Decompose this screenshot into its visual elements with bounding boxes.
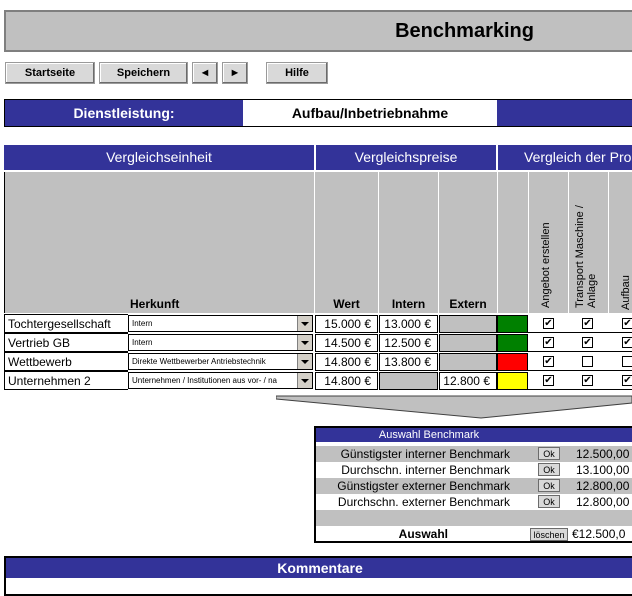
- divider: [497, 172, 498, 313]
- status-indicator: [497, 334, 528, 352]
- benchmark-ok-button[interactable]: Ok: [538, 495, 560, 508]
- row-name: Tochtergesellschaft: [4, 314, 128, 333]
- chevron-down-icon[interactable]: [297, 335, 312, 350]
- criterion-checkbox[interactable]: ✔: [544, 375, 553, 386]
- benchmark-row: [316, 478, 632, 494]
- service-label: Dienstleistung:: [5, 100, 243, 126]
- selection-label: Auswahl: [398, 527, 448, 541]
- start-page-button[interactable]: Startseite: [5, 62, 95, 84]
- value-cell[interactable]: 14.800 €: [315, 372, 378, 390]
- service-value: Aufbau/Inbetriebnahme: [291, 105, 449, 121]
- benchmark-ok-button[interactable]: Ok: [538, 447, 560, 460]
- help-button[interactable]: Hilfe: [266, 62, 328, 84]
- origin-value: Intern: [132, 319, 153, 328]
- column-value: Wert: [333, 297, 360, 311]
- benchmark-row: [316, 494, 632, 510]
- benchmark-value: 13.100,00: [576, 463, 630, 477]
- save-button[interactable]: Speichern: [99, 62, 188, 84]
- criterion-checkbox[interactable]: ✔: [544, 318, 553, 329]
- divider: [314, 172, 315, 313]
- value-cell[interactable]: 15.000 €: [315, 315, 378, 333]
- value-cell[interactable]: 14.500 €: [315, 334, 378, 352]
- benchmark-ok-button[interactable]: Ok: [538, 479, 560, 492]
- chevron-down-icon[interactable]: [297, 316, 312, 331]
- row-name: Wettbewerb: [4, 352, 128, 371]
- benchmark-label: Durchschn. interner Benchmark: [341, 463, 510, 477]
- origin-dropdown[interactable]: [128, 315, 313, 332]
- internal-cell[interactable]: [379, 372, 438, 390]
- section-process-comparison: Vergleich der Pro: [498, 145, 632, 170]
- benchmark-title: Auswahl Benchmark: [316, 428, 632, 442]
- prev-arrow-button[interactable]: ◄: [192, 62, 218, 84]
- column-origin: Herkunft: [130, 297, 180, 311]
- benchmark-label: Durchschn. externer Benchmark: [337, 495, 510, 509]
- chevron-down-icon[interactable]: [297, 354, 312, 369]
- status-indicator: [497, 353, 528, 371]
- origin-value: Intern: [132, 338, 153, 347]
- external-cell[interactable]: 12.800 €: [439, 372, 497, 390]
- criterion-checkbox[interactable]: ✔: [583, 318, 592, 329]
- criterion-checkbox[interactable]: ✔: [623, 375, 632, 386]
- benchmark-value: 12.800,00: [576, 495, 630, 509]
- benchmark-value: 12.500,00: [576, 447, 630, 461]
- selection-value: €12.500,0: [572, 527, 626, 541]
- divider: [528, 172, 529, 313]
- criterion-offer: Angebot erstellen: [540, 222, 552, 308]
- origin-value: Direkte Wettbewerber Antriebstechnik: [132, 357, 266, 366]
- benchmark-spacer: [316, 510, 632, 526]
- criterion-checkbox[interactable]: ✔: [583, 375, 592, 386]
- criterion-checkbox[interactable]: ✔: [583, 337, 592, 348]
- benchmark-value: 12.800,00: [576, 479, 630, 493]
- benchmark-label: Günstigster externer Benchmark: [337, 479, 510, 493]
- divider: [568, 172, 569, 313]
- page-title: Benchmarking: [395, 20, 534, 42]
- benchmark-ok-button[interactable]: Ok: [538, 463, 560, 476]
- divider: [438, 172, 439, 313]
- value-cell[interactable]: 14.800 €: [315, 353, 378, 371]
- section-comparison-unit: Vergleichseinheit: [4, 145, 314, 170]
- origin-dropdown[interactable]: [128, 334, 313, 351]
- origin-dropdown[interactable]: [128, 372, 313, 389]
- column-external: Extern: [449, 297, 487, 311]
- next-arrow-button[interactable]: ►: [222, 62, 248, 84]
- external-cell[interactable]: [439, 315, 497, 333]
- criterion-checkbox[interactable]: ✔: [623, 337, 632, 348]
- criterion-checkbox[interactable]: ✔: [623, 318, 632, 329]
- external-cell[interactable]: [439, 334, 497, 352]
- chevron-down-icon[interactable]: [297, 373, 312, 388]
- service-accent-block: [497, 100, 632, 126]
- criterion-transport: Transport Maschine / Anlage: [574, 205, 598, 308]
- delete-button[interactable]: löschen: [530, 528, 568, 541]
- funnel-arrow: [276, 395, 632, 423]
- criterion-checkbox[interactable]: ✔: [544, 356, 553, 367]
- column-internal: Intern: [391, 297, 426, 311]
- page-title-bar: [4, 10, 632, 52]
- internal-cell[interactable]: 13.800 €: [379, 353, 438, 371]
- divider: [608, 172, 609, 313]
- section-comparison-prices: Vergleichspreise: [316, 145, 496, 170]
- benchmark-row: [316, 462, 632, 478]
- row-name: Unternehmen 2: [4, 371, 128, 390]
- origin-value: Unternehmen / Institutionen aus vor- / na: [132, 376, 277, 385]
- origin-dropdown[interactable]: [128, 353, 313, 370]
- external-cell[interactable]: [439, 353, 497, 371]
- comments-title: Kommentare: [6, 558, 632, 578]
- criterion-setup: Aufbau: [620, 275, 632, 310]
- divider: [378, 172, 379, 313]
- internal-cell[interactable]: 12.500 €: [379, 334, 438, 352]
- criterion-checkbox[interactable]: [582, 356, 593, 367]
- benchmark-label: Günstigster interner Benchmark: [340, 447, 510, 461]
- status-indicator: [497, 372, 528, 390]
- row-name: Vertrieb GB: [4, 333, 128, 352]
- status-indicator: [497, 315, 528, 333]
- internal-cell[interactable]: 13.000 €: [379, 315, 438, 333]
- criterion-checkbox[interactable]: [622, 356, 632, 367]
- criterion-checkbox[interactable]: ✔: [544, 337, 553, 348]
- column-header-panel: [4, 172, 632, 313]
- benchmark-row: [316, 446, 632, 462]
